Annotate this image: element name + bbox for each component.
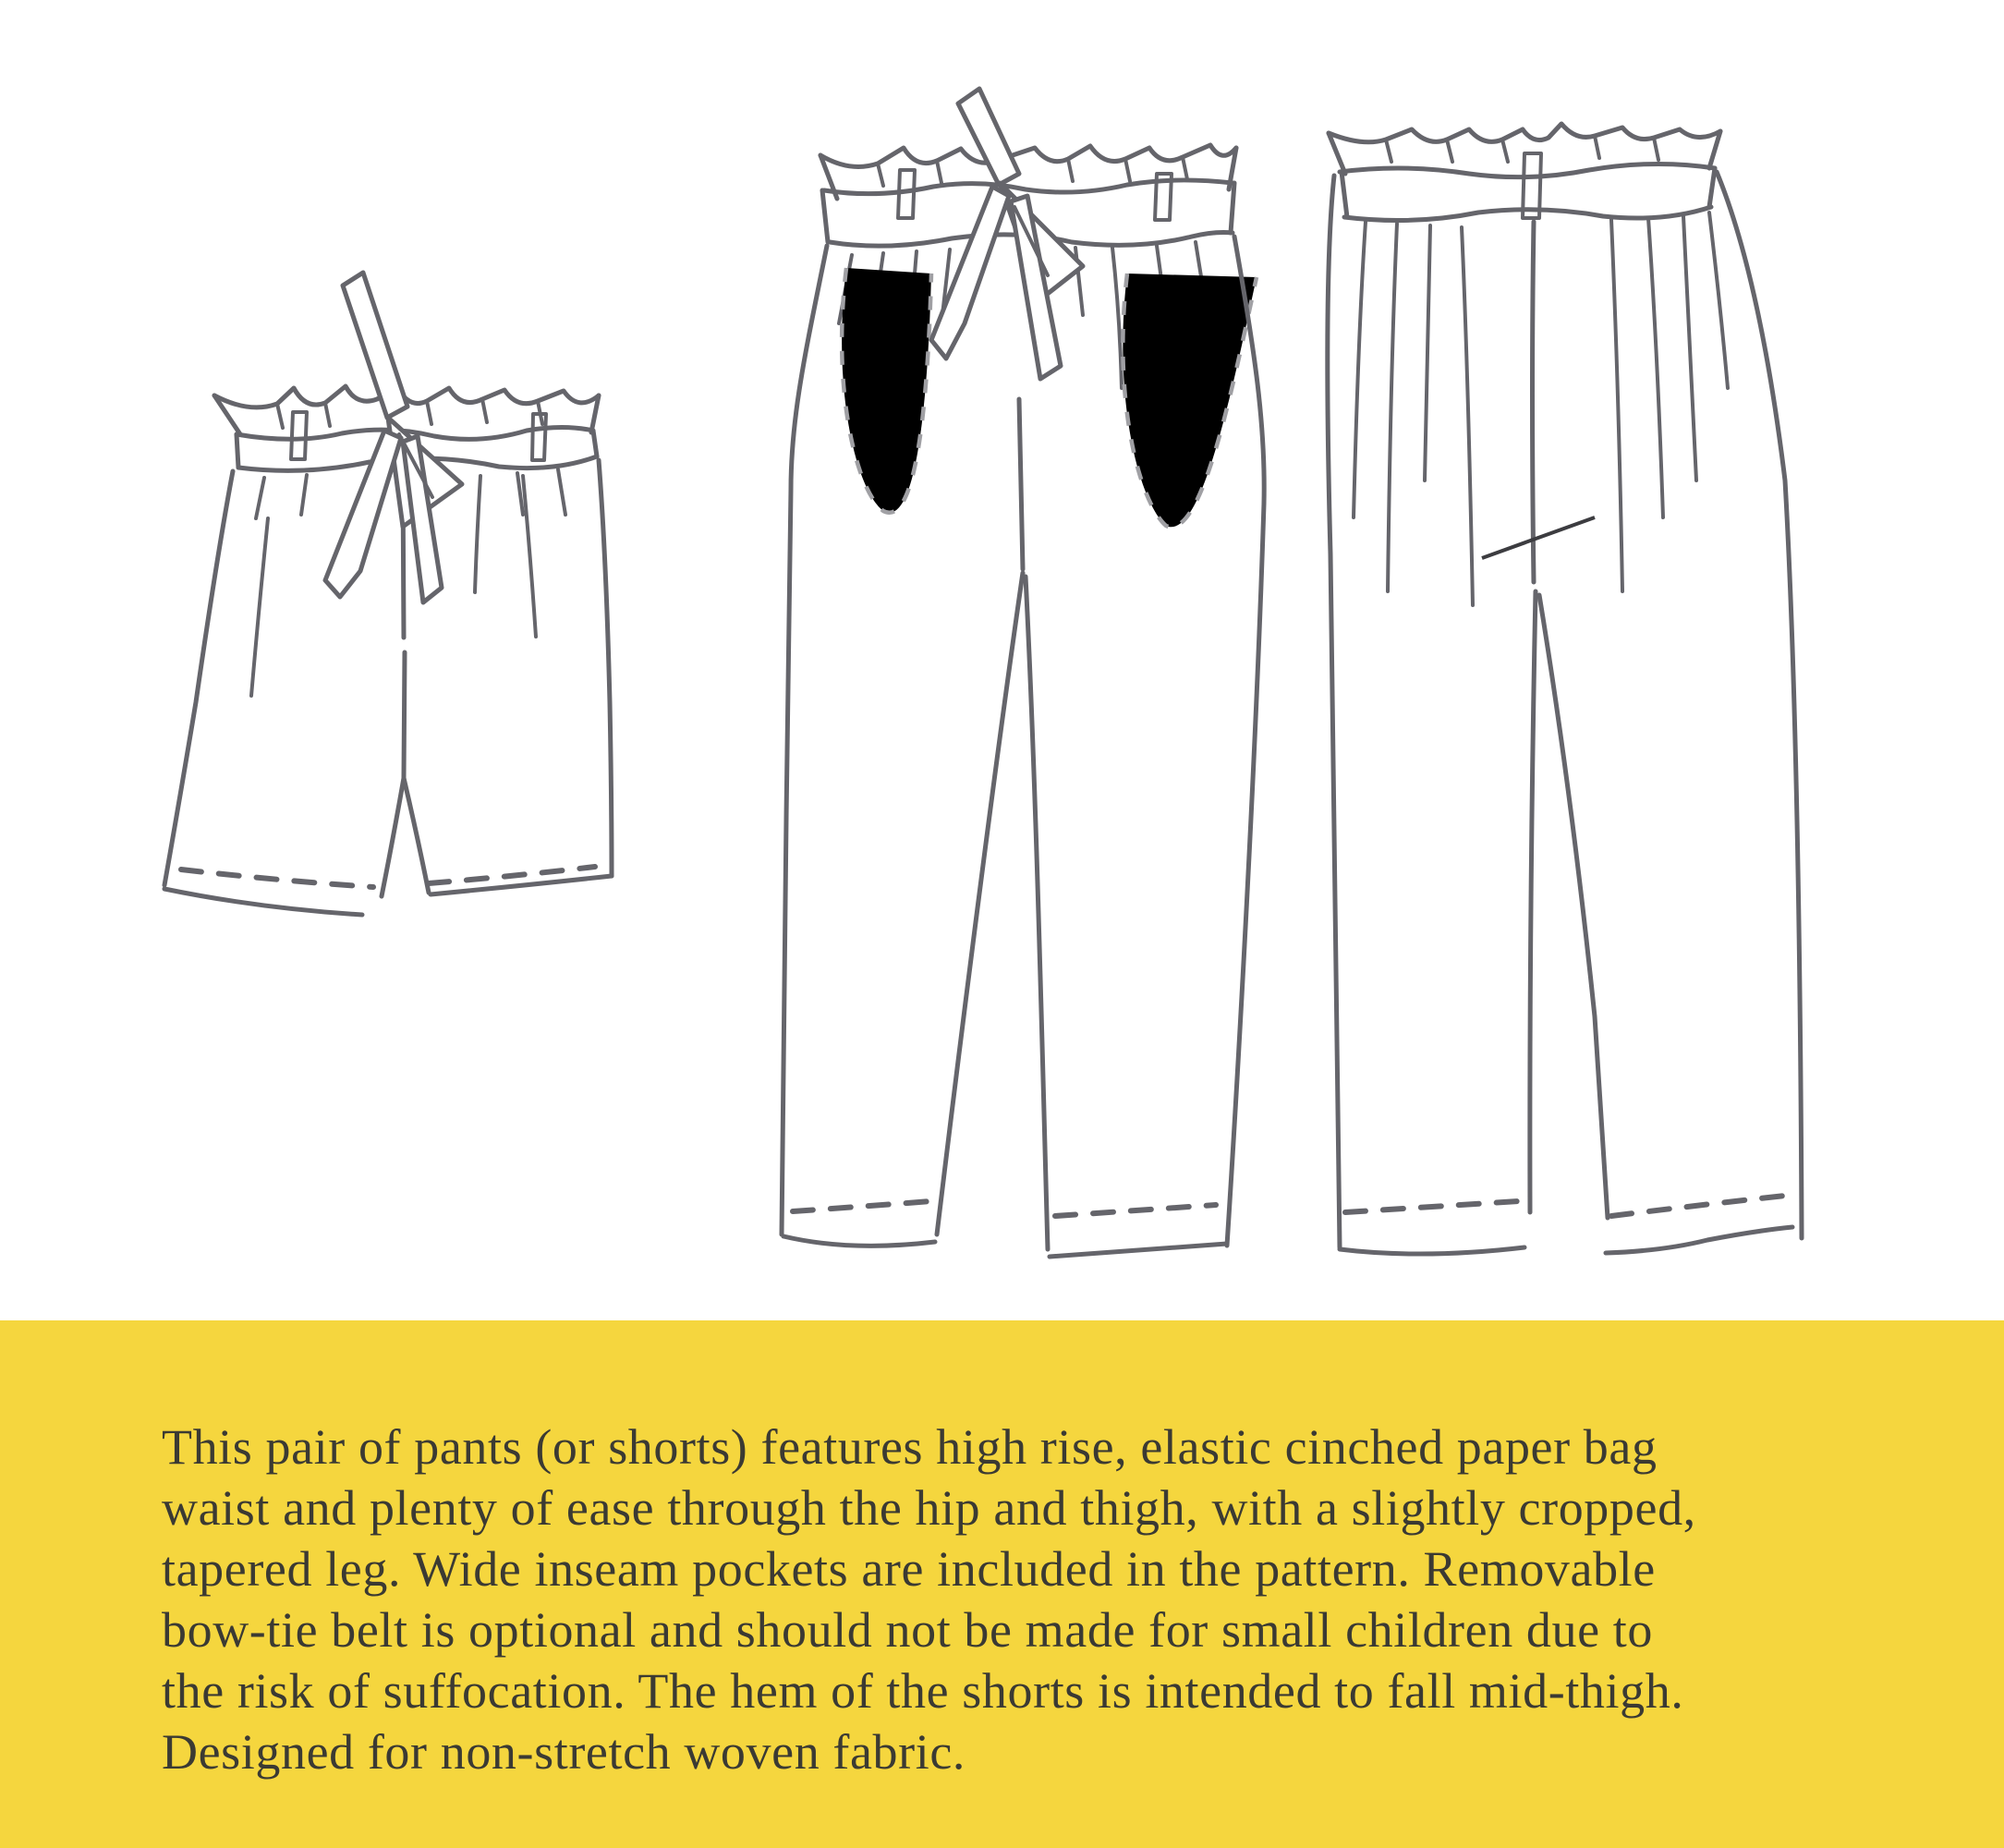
description-line: waist and plenty of ease through the hip and thigh, with a slightly cropped, — [162, 1480, 1696, 1536]
shorts-front-illustration — [164, 273, 612, 915]
pants-back-illustration — [1328, 124, 1802, 1254]
description-line: Designed for non-stretch woven fabric. — [162, 1724, 966, 1780]
pants-front-illustration — [782, 89, 1264, 1257]
description-line: tapered leg. Wide inseam pockets are included in the pattern. Removable — [162, 1541, 1656, 1597]
description-panel — [0, 1320, 2004, 1848]
description-line: the risk of suffocation. The hem of the shorts is intended to fall mid-thigh. — [162, 1663, 1684, 1719]
description-line: bow-tie belt is optional and should not be made for small children due to — [162, 1602, 1653, 1658]
description-line: This pair of pants (or shorts) features high rise, elastic cinched paper bag — [162, 1419, 1658, 1475]
